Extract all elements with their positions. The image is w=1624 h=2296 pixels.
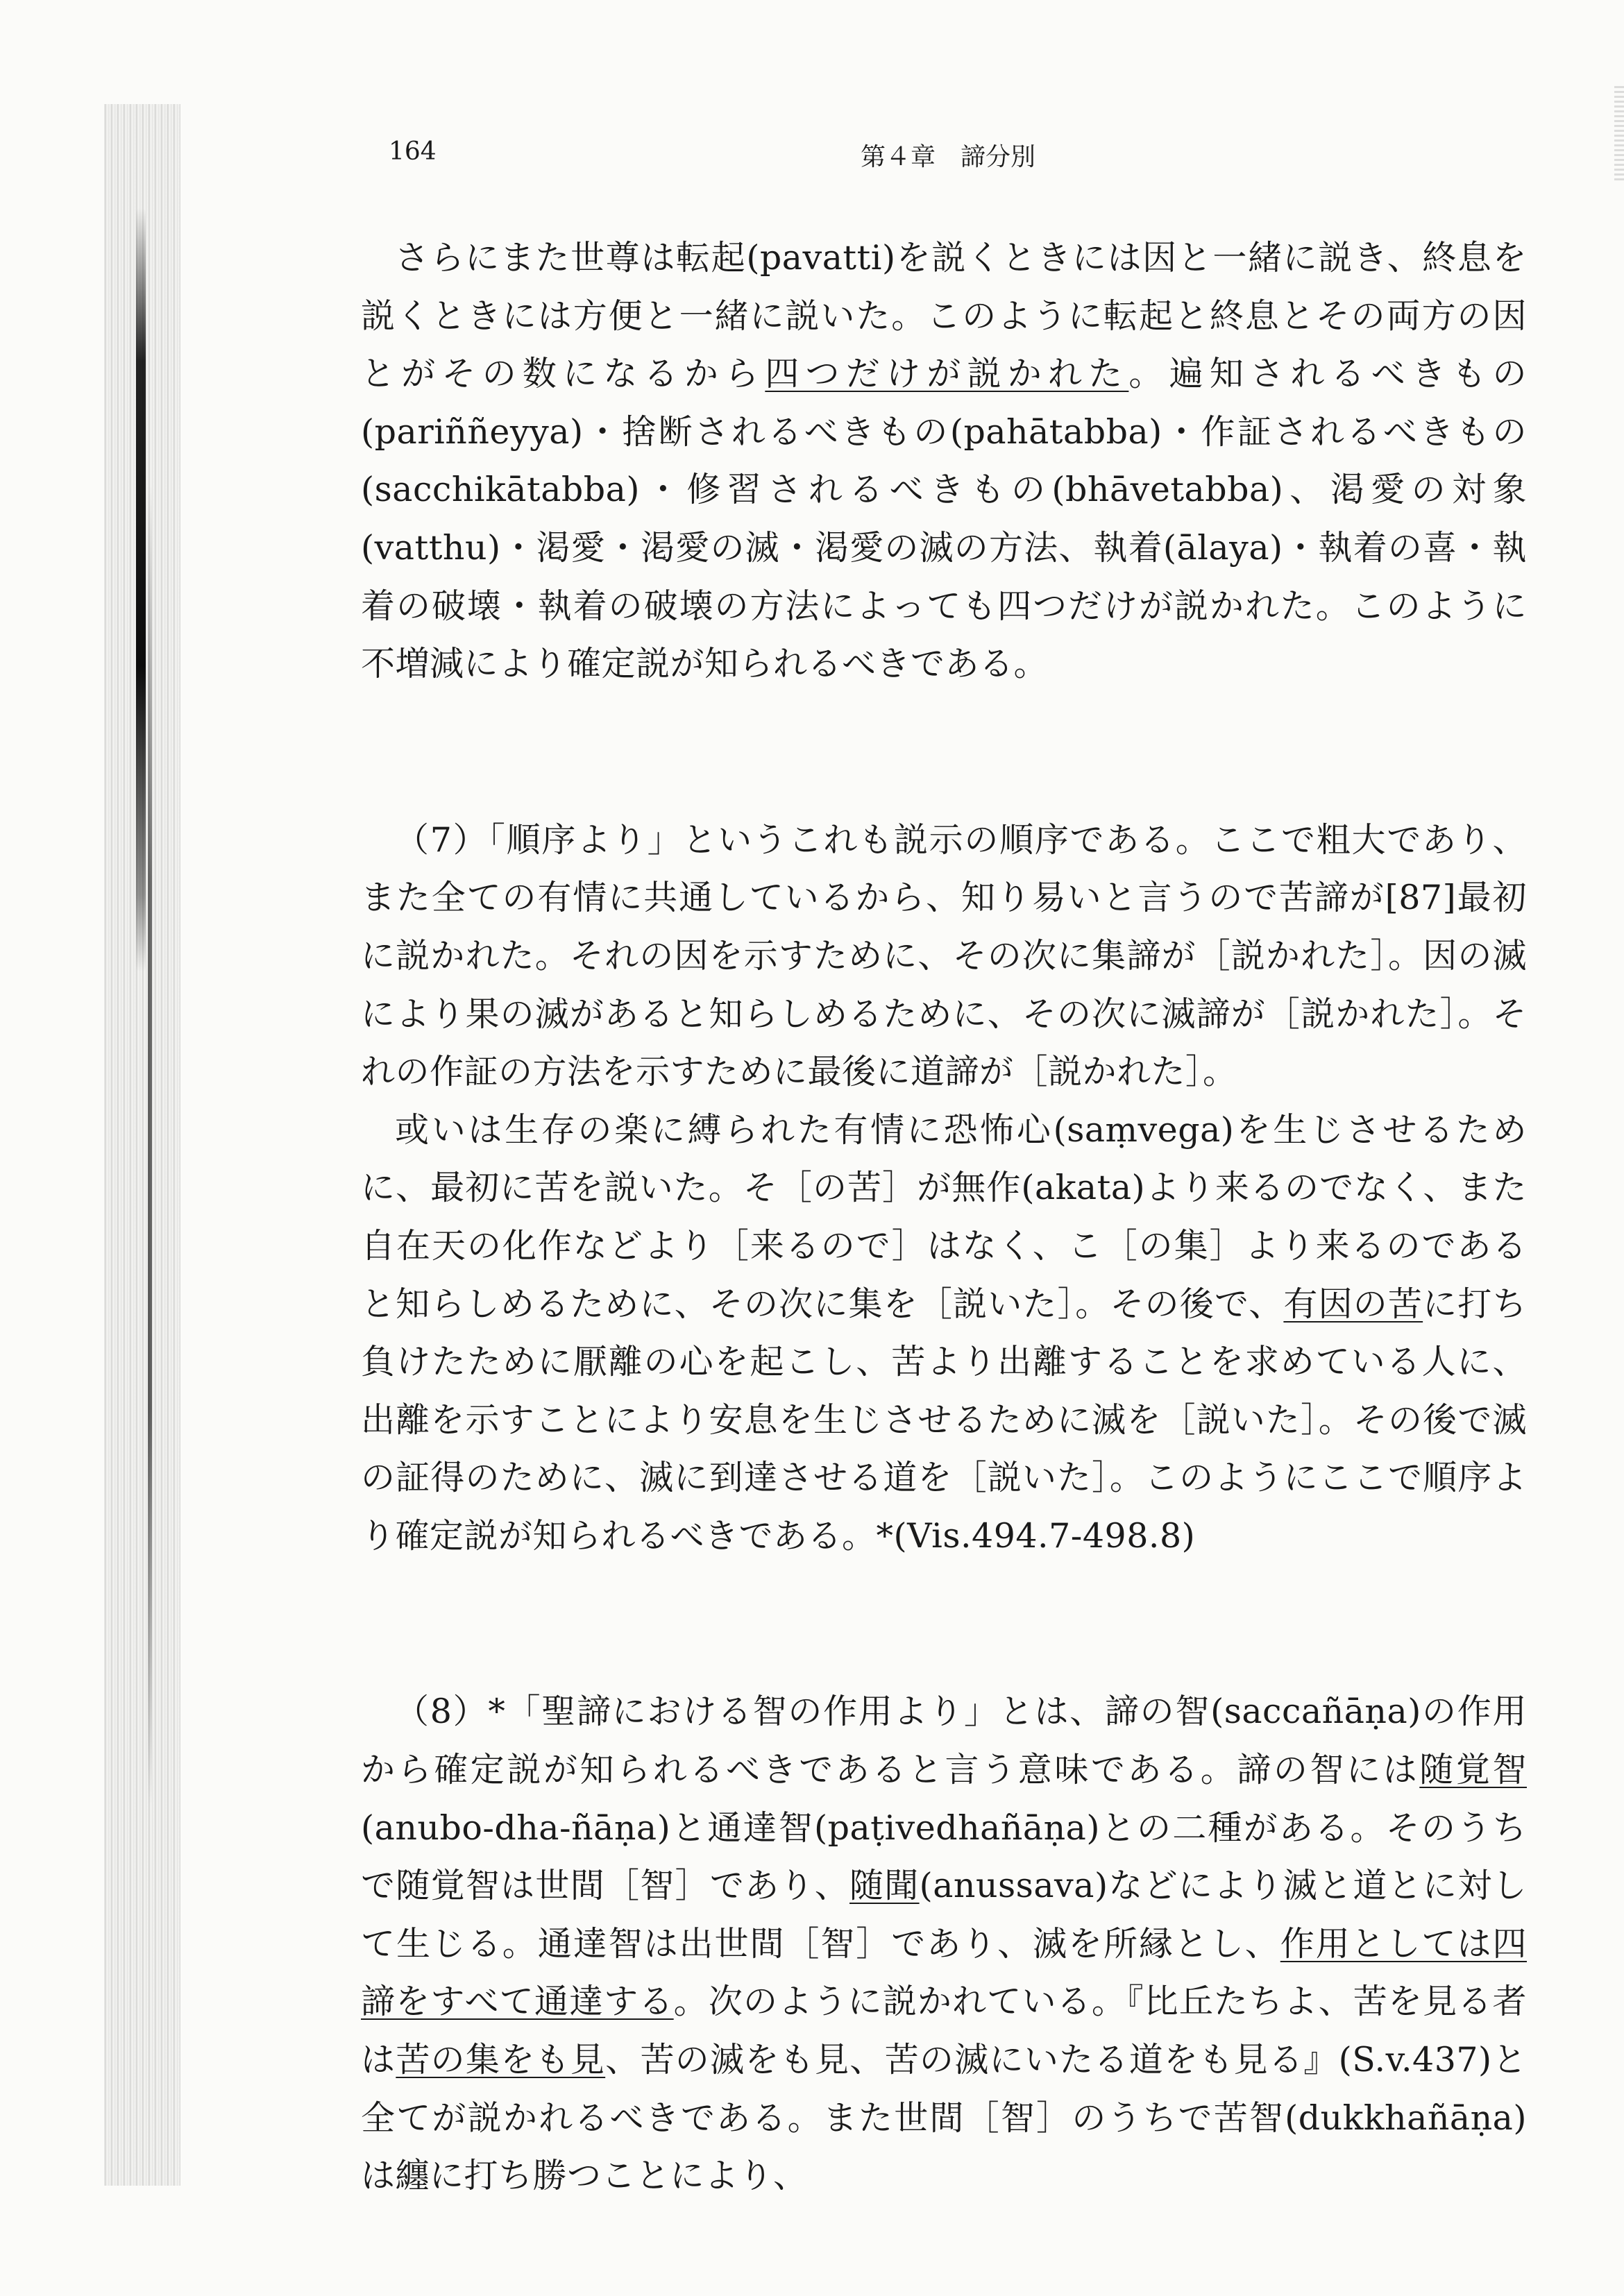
paragraph-1 — [361, 229, 1527, 693]
section-gap — [361, 693, 1527, 811]
underlined-text: 随聞 — [849, 1866, 920, 1906]
paragraph-2 — [361, 811, 1527, 1101]
binding-crease-secondary — [148, 486, 152, 1804]
text-span: （8）*「聖諦における智の作用より」とは、諦の智(saccañāṇa)の作用から確定説が知られるべきであると言う意味である。諦の智には — [361, 1692, 1527, 1790]
underlined-text: 有因の苦 — [1283, 1284, 1423, 1324]
text-span: 。遍知されるべきもの(pariññeyya)・捨断されるべきもの(pahātabba)・作証されるべきもの(sacchikātabba)・修習されるべきもの(bhāvetabba)、渇愛の対象(vatthu)・渇愛・渇愛の滅・渇愛の滅の方法、執着(ālaya)・執着の喜・執着の破壊・執着の破壊の方法によっても四つだけが説かれた。このように不増減により確定説が知られるべきである。 — [361, 354, 1527, 684]
text-span: 、苦の滅をも見、苦の滅にいたる道をも見る』(S.v.437)と全てが説かれるべきである。また世間［智］のうちで苦智(dukkhañāṇa)は纏に打ち勝つことにより、 — [361, 2040, 1527, 2196]
paragraph-4 — [361, 1683, 1527, 2204]
text-span: 。次のように説かれている。『比丘たちよ、苦を見る者は — [361, 1982, 1527, 2080]
text-span: 或いは生存の楽に縛られた有情に恐怖心(saṃvega)を生じさせるために、最初に苦を説いた。そ［の苦］が無作(akata)より来るのでなく、また自在天の化作などより［来るので］はなく、こ［の集］より来るのであると知らしめるために、その次に集を［説いた］。その後で、 — [361, 1109, 1527, 1324]
chapter-title: 第４章 諦分別 — [861, 143, 1036, 171]
section-gap — [361, 1565, 1527, 1683]
text-span: （7）「順序より」というこれも説示の順序である。ここで粗大であり、また全ての有情に共通しているから、知り易いと言うので苦諦が[87]最初に説かれた。それの因を示すために、その次に集諦が［説かれた］。因の滅により果の滅があると知らしめるために、その次に滅諦が［説かれた］。それの作証の方法を示すために最後に道諦が［説かれた］。 — [361, 819, 1527, 1092]
underlined-text: 四つだけが説かれた — [765, 354, 1129, 394]
paragraph-3 — [361, 1101, 1527, 1565]
text-span: (anubo-dha-ñāṇa)と通達智(paṭivedhañāṇa)との二種がある。そのうちで随覚智は世間［智］であり、 — [361, 1808, 1527, 1906]
underlined-text: 作用としては — [1280, 1923, 1493, 1964]
text-span: (anussava)などにより滅と道とに対して生じる。通達智は出世間［智］であり、滅を所縁とし、 — [361, 1866, 1527, 1964]
underlined-text: 四諦をすべて通達する — [361, 1923, 1527, 2022]
binding-crease — [136, 208, 146, 971]
text-span: に打ち負けたために厭離の心を起こし、苦より出離することを求めている人に、出離を示すことにより安息を生じさせるために滅を［説いた］。その後で滅の証得のために、滅に到達させる道を［説いた］。このようにここで順序より確定説が知られるべきである。*(Vis.494.7-498.8) — [361, 1284, 1527, 1556]
page-number: 164 — [389, 137, 437, 166]
underlined-text: 随覚智 — [1419, 1750, 1527, 1790]
page-header — [389, 137, 1235, 179]
text-span: さらにまた世尊は転起(pavatti)を説くときには因と一緒に説き、終息を説くときには方便と一緒に説いた。このように転起と終息とその両方の因とがその数になるから — [361, 238, 1527, 394]
underlined-text: 苦の集をも見 — [396, 2040, 606, 2080]
body-text — [361, 229, 1527, 2205]
page-edge-mark — [1614, 83, 1624, 180]
